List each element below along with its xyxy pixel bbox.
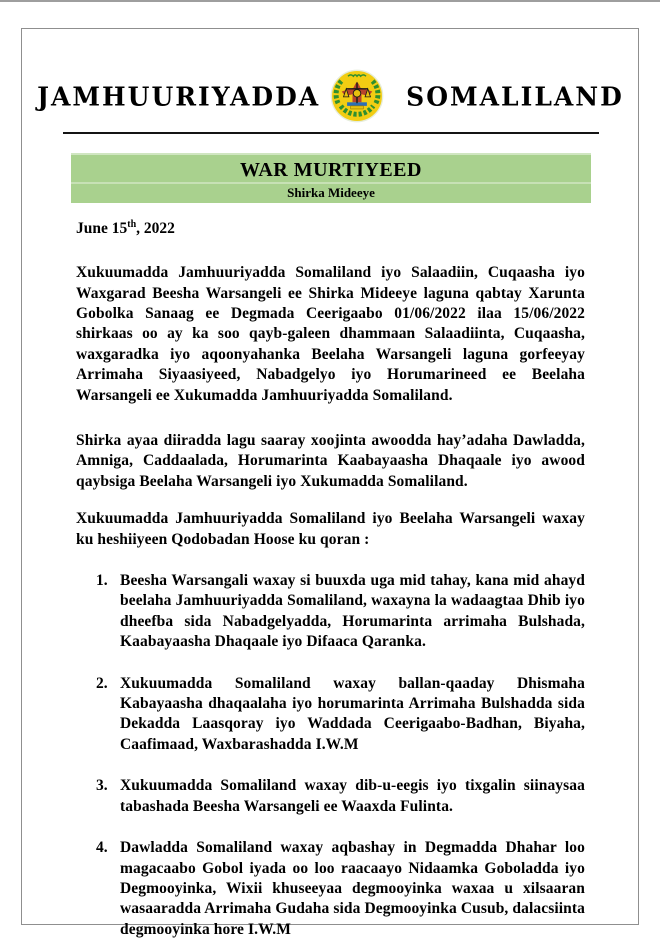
list-item-number: 2.	[96, 674, 108, 692]
list-item-text: Dawladda Somaliland waxay aqbashay in Degmadda Dhahar loo magacaabo Gobol iyada oo loo raacaayo Nidaamka Goboladda iyo Degmooyinka, Wixii khuseeyaa degmooyinka waxaa u xilsaaran wasaaradda Arrimaha Gudaha sida Degmooyinka Cusub, dalacsiinta degmooyinka hore I.W.M	[120, 839, 585, 938]
header-title-left: JAMHUURIYADDA	[37, 80, 321, 112]
date-line	[76, 219, 585, 238]
document-page	[21, 28, 639, 938]
list-item	[96, 838, 585, 940]
paragraph-3: Xukuumadda Jamhuuriyadda Somaliland iyo Beelaha Warsangeli waxay ku heshiiyeen Qodobadan Hoose ku qoran :	[76, 510, 585, 548]
header-divider	[63, 132, 599, 134]
document-header	[37, 69, 624, 123]
list-item-text: Xukuumadda Somaliland waxay ballan-qaaday Dhismaha Kabayaasha dhaqaalaha iyo horumarinta Arrimaha Bulshadda sida Dekadda Laasqoray iyo Waddada Ceerigaabo-Badhan, Biyaha, Caafimaad, Waxbarashadda I.W.M	[120, 674, 585, 753]
list-item-number: 1.	[96, 572, 108, 590]
window-top-edge	[0, 0, 660, 2]
list-item-text: Beesha Warsangali waxay si buuxda uga mid tahay, kana mid ahayd beelaha Jamhuuriyadda Somaliland, waxayna la wadaagtaa Dhib iyo dheefba sida Nabadgelyadda, Horumarinta arrimaha Bulshada, Kaabayaasha Dhaqaale iyo Difaaca Qaranka.	[120, 572, 585, 651]
date-ordinal: th	[127, 219, 137, 230]
header-title-right: SOMALILAND	[406, 80, 624, 112]
banner-subtitle: Shirka Mideeye	[287, 185, 375, 200]
list-item	[96, 571, 585, 653]
somaliland-emblem-icon	[330, 69, 384, 123]
list-item-number: 4.	[96, 839, 108, 857]
list-item	[96, 776, 585, 817]
date-year: , 2022	[136, 220, 175, 238]
date-day: June 15	[76, 220, 128, 238]
banner	[71, 153, 591, 203]
paragraph-2: Shirka ayaa diiradda lagu saaray xoojinta awoodda hay’adaha Dawladda, Amniga, Caddaalada, Horumarinta Kaabayaasha Dhaqaale iyo awood qaybsiga Beelaha Warsangeli iyo Xukumadda Somaliland.	[76, 432, 585, 490]
list-item-text: Xukuumadda Somaliland waxay dib-u-eegis iyo tixgalin siinaysaa tabashada Beesha Warsangeli ee Waaxda Fulinta.	[120, 777, 585, 815]
banner-title: WAR MURTIYEED	[71, 155, 591, 184]
list-item-number: 3.	[96, 777, 108, 795]
numbered-list	[76, 571, 585, 940]
list-item	[96, 674, 585, 756]
paragraph-1: Xukuumadda Jamhuuriyadda Somaliland iyo Salaadiin, Cuqaasha iyo Waxgarad Beesha Warsangeli ee Shirka Mideeye laguna qabtay Xarunta Gobolka Sanaag ee Degmada Ceerigaabo 01/06/2022 ilaa 15/06/2022 shirkaas oo ay ka soo qayb-galeen dhammaan Salaadiinta, Cuqaasha, waxgaradka iyo aqoonyahanka Beelaha Warsangeli laguna gorfeeyay Arrimaha Siyaasiyeed, Nabadgelyo iyo Horumarineed ee Beelaha Warsangeli ee Xukumadda Jamhuuriyadda Somaliland.	[76, 264, 585, 404]
